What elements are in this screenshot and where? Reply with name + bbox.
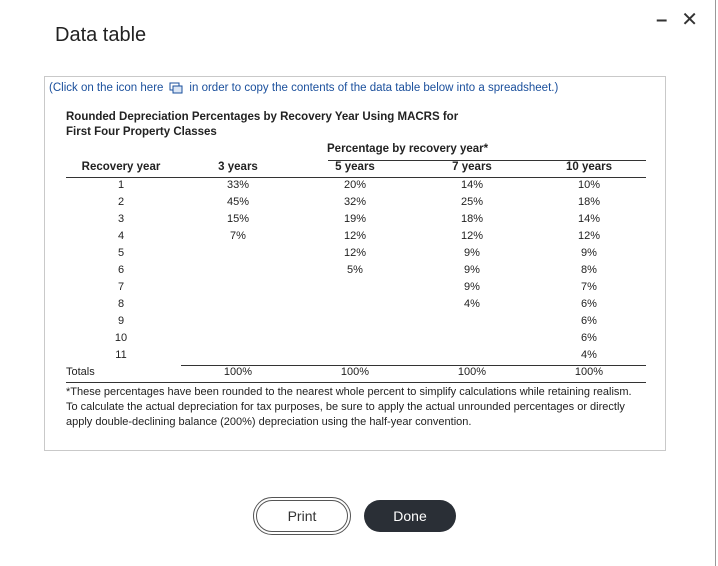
copy-hint bbox=[49, 82, 558, 94]
percentage-cell: 12% bbox=[460, 230, 484, 242]
recovery-year-cell: 5 bbox=[117, 247, 125, 259]
percentage-cell: 7% bbox=[230, 230, 246, 242]
percentage-cell: 18% bbox=[577, 196, 601, 208]
recovery-year-cell: 9 bbox=[117, 315, 125, 327]
copy-hint-before: (Click on the icon here bbox=[49, 82, 164, 94]
close-icon[interactable]: ✕ bbox=[681, 9, 698, 31]
percentage-cell: 9% bbox=[581, 247, 597, 259]
table-title-line2: First Four Property Classes bbox=[66, 126, 217, 138]
recovery-year-cell: 2 bbox=[117, 196, 125, 208]
percentage-cell: 15% bbox=[226, 213, 250, 225]
table-title-line1: Rounded Depreciation Percentages by Recovery Year Using MACRS for bbox=[66, 111, 459, 123]
data-table-panel bbox=[44, 76, 666, 451]
percentage-cell: 4% bbox=[581, 349, 597, 361]
totals-label: Totals bbox=[66, 366, 95, 378]
percentage-cell: 5% bbox=[347, 264, 363, 276]
dialog-title: Data table bbox=[55, 24, 147, 46]
window-edge bbox=[715, 0, 716, 566]
percentage-cell: 45% bbox=[226, 196, 250, 208]
group-header: Percentage by recovery year* bbox=[327, 143, 489, 155]
copy-icon[interactable] bbox=[169, 82, 183, 94]
table-title bbox=[66, 110, 458, 140]
percentage-cell: 9% bbox=[464, 281, 480, 293]
percentage-cell: 12% bbox=[343, 230, 367, 242]
column-header: 5 years bbox=[335, 161, 375, 173]
column-header: 10 years bbox=[565, 161, 613, 173]
recovery-year-cell: 4 bbox=[117, 230, 125, 242]
totals-cell: 100% bbox=[340, 366, 370, 378]
footnote: *These percentages have been rounded to the nearest whole percent to simplify calculations while retaining realism. To calculate the actual depreciation for tax purposes, be sure to apply the actual unrounded percentages or directly apply double-declining balance (200%) depreciation using the half-year convention. bbox=[66, 386, 632, 428]
recovery-year-cell: 10 bbox=[114, 332, 128, 344]
percentage-cell: 14% bbox=[460, 179, 484, 191]
percentage-cell: 33% bbox=[226, 179, 250, 191]
percentage-cell: 6% bbox=[581, 315, 597, 327]
recovery-year-cell: 1 bbox=[117, 179, 125, 191]
percentage-cell: 6% bbox=[581, 332, 597, 344]
minimize-icon[interactable]: – bbox=[656, 9, 668, 31]
percentage-cell: 9% bbox=[464, 247, 480, 259]
done-button[interactable]: Done bbox=[364, 500, 456, 532]
recovery-year-cell: 8 bbox=[117, 298, 125, 310]
header-rule bbox=[66, 177, 646, 178]
column-header: 3 years bbox=[218, 161, 258, 173]
totals-cell: 100% bbox=[574, 366, 604, 378]
recovery-year-cell: 6 bbox=[117, 264, 125, 276]
percentage-cell: 19% bbox=[343, 213, 367, 225]
percentage-cell: 10% bbox=[577, 179, 601, 191]
recovery-year-cell: 7 bbox=[117, 281, 125, 293]
print-button[interactable]: Print bbox=[256, 500, 348, 532]
percentage-cell: 18% bbox=[460, 213, 484, 225]
percentage-cell: 20% bbox=[343, 179, 367, 191]
percentage-cell: 4% bbox=[464, 298, 480, 310]
totals-cell: 100% bbox=[457, 366, 487, 378]
bottom-rule bbox=[66, 382, 646, 383]
percentage-cell: 9% bbox=[464, 264, 480, 276]
percentage-cell: 6% bbox=[581, 298, 597, 310]
recovery-year-cell: 11 bbox=[115, 349, 127, 361]
percentage-cell: 32% bbox=[343, 196, 367, 208]
percentage-cell: 12% bbox=[577, 230, 601, 242]
percentage-cell: 8% bbox=[581, 264, 597, 276]
copy-hint-after: in order to copy the contents of the data table below into a spreadsheet.) bbox=[189, 82, 559, 94]
percentage-cell: 12% bbox=[343, 247, 367, 259]
recovery-year-cell: 3 bbox=[117, 213, 125, 225]
window-controls bbox=[656, 8, 698, 32]
percentage-cell: 14% bbox=[577, 213, 601, 225]
column-header: Recovery year bbox=[81, 161, 161, 173]
totals-cell: 100% bbox=[223, 366, 253, 378]
column-header: 7 years bbox=[452, 161, 492, 173]
percentage-cell: 7% bbox=[581, 281, 597, 293]
percentage-cell: 25% bbox=[460, 196, 484, 208]
